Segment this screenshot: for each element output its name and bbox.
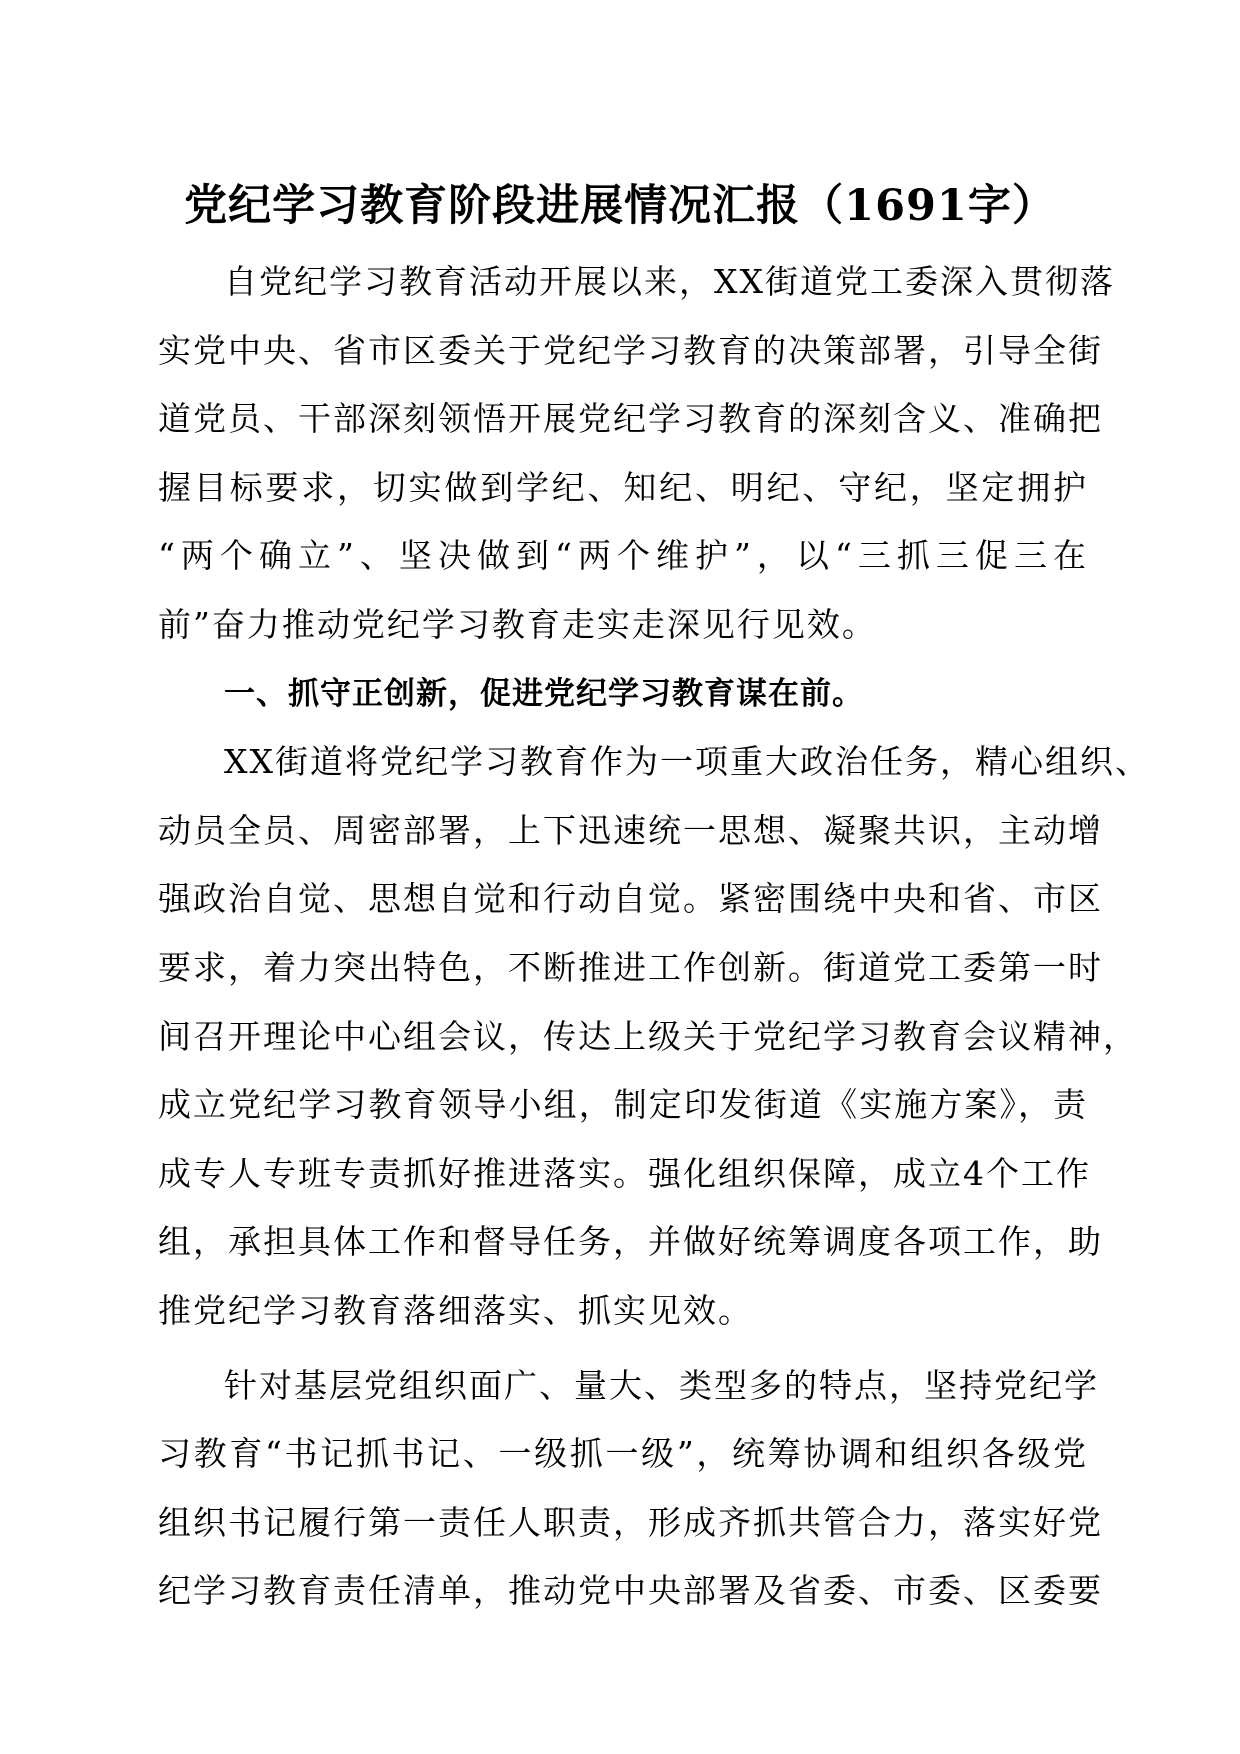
text-line: 针对基层党组织面广、量大、类型多的特点，坚持党纪学 xyxy=(224,1365,1099,1405)
text-line: 强政治自觉、思想自觉和行动自觉。紧密围绕中央和省、市区 xyxy=(158,879,1103,919)
text-line: 成专人专班专责抓好推进落实。强化组织保障，成立4个工作 xyxy=(158,1153,1091,1193)
text-line: 自党纪学习教育活动开展以来，XX街道党工委深入贯彻落 xyxy=(224,262,1115,301)
paragraph-intro xyxy=(158,248,1115,660)
section-heading-text: 一、抓守正创新，促进党纪学习教育谋在前。 xyxy=(224,675,864,712)
text-line: 实党中央、省市区委关于党纪学习教育的决策部署，引导全街 xyxy=(158,330,1103,370)
document-title: 党纪学习教育阶段进展情况汇报（1691字） xyxy=(184,181,1056,231)
text-line: 习教育“书记抓书记、一级抓一级”，统筹协调和组织各级党 xyxy=(158,1434,1088,1474)
text-line: “两个确立”、坚决做到“两个维护”，以“三抓三促三在 xyxy=(158,536,1088,576)
text-line: 组，承担具体工作和督导任务，并做好统筹调度各项工作，助 xyxy=(158,1222,1103,1262)
text-line: 道党员、干部深刻领悟开展党纪学习教育的深刻含义、准确把 xyxy=(158,399,1103,439)
document-body xyxy=(158,248,1150,1626)
text-line: 成立党纪学习教育领导小组，制定印发街道《实施方案》，责 xyxy=(158,1085,1088,1125)
text-line: 要求，着力突出特色，不断推进工作创新。街道党工委第一时 xyxy=(158,947,1103,987)
paragraph-section-1-a xyxy=(158,728,1150,1345)
text-line: 纪学习教育责任清单，推动党中央部署及省委、市委、区委要 xyxy=(158,1571,1103,1611)
text-line: 动员全员、周密部署，上下迅速统一思想、凝聚共识，主动增 xyxy=(158,810,1103,850)
text-line: 推党纪学习教育落细落实、抓实见效。 xyxy=(158,1290,753,1330)
paragraph-section-1-b xyxy=(158,1352,1103,1626)
text-line: 握目标要求，切实做到学纪、知纪、明纪、守纪，坚定拥护 xyxy=(158,467,1088,507)
text-line: 间召开理论中心组会议，传达上级关于党纪学习教育会议精神， xyxy=(158,1016,1138,1056)
text-line: 组织书记履行第一责任人职责，形成齐抓共管合力，落实好党 xyxy=(158,1502,1103,1542)
section-heading-1 xyxy=(158,660,1088,729)
text-line: 前”奋力推动党纪学习教育走实走深见行见效。 xyxy=(158,604,877,644)
text-line: XX街道将党纪学习教育作为一项重大政治任务，精心组织、 xyxy=(224,742,1150,782)
